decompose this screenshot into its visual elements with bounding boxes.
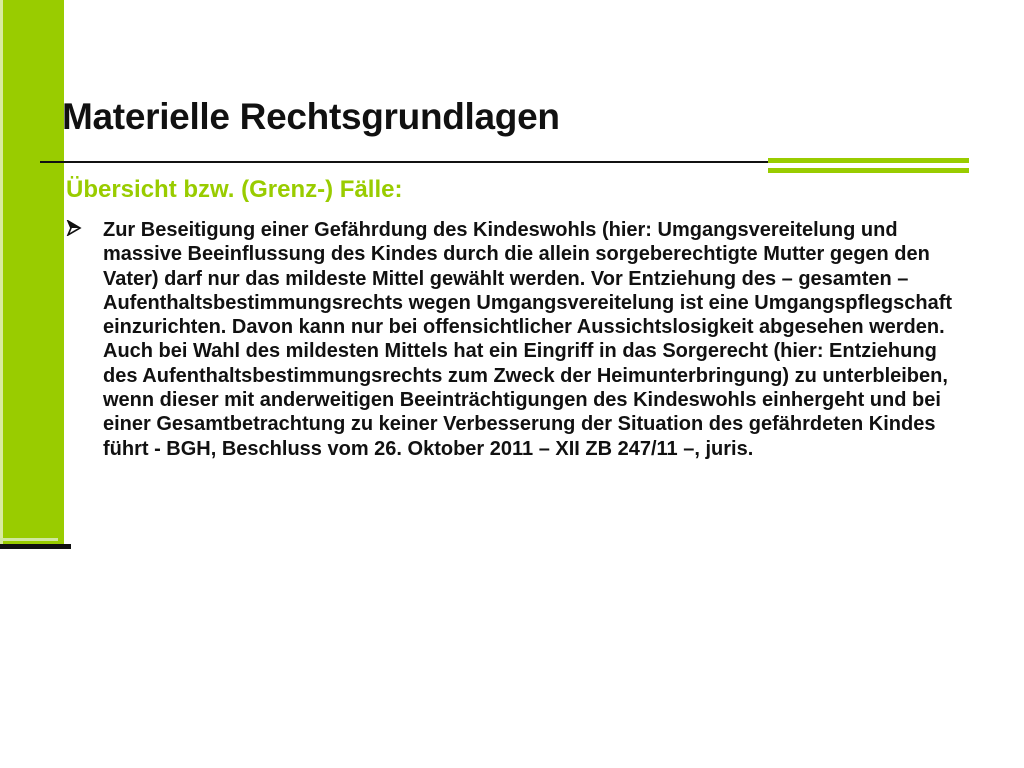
slide-subtitle: Übersicht bzw. (Grenz-) Fälle:: [66, 176, 403, 203]
left-accent-highlight: [0, 0, 3, 545]
slide-title: Materielle Rechtsgrundlagen: [62, 96, 560, 137]
bullet-text: Zur Beseitigung einer Gefährdung des Kindeswohls (hier: Umgangsvereitelung und massive Beeinflussung des Kindes durch die allein sorgeberechtigte Mutter gegen den Vater) darf nur das mildeste Mittel gewählt werden. Vor Entziehung des – gesamten – Aufenthaltsbestimmungsrechts wegen Umgangsvereitelung ist eine Umgangspflegschaft einzurichten. Davon kann nur bei offensichtlicher Aussichtslosigkeit abgesehen werden. Auch bei Wahl des mildesten Mittels hat ein Eingriff in das Sorgerecht (hier: Entziehung des Aufenthaltsbestimmungsrechts zum Zweck der Heimunterbringung) zu unterbleiben, wenn dieser mit anderweitigen Beeinträchtigungen des Kindeswohls einhergeht und bei einer Gesamtbetrachtung zu keiner Verbesserung der Situation des gefährdeten Kindes führt - BGH, Beschluss vom 26. Oktober 2011 – XII ZB 247/11 –, juris.: [103, 219, 953, 460]
left-bottom-light-rule: [0, 538, 58, 541]
left-accent-bar: [0, 0, 64, 545]
title-accent-bar-top: [768, 158, 969, 163]
title-accent-bar-bottom: [768, 168, 969, 173]
bullet-item: [66, 218, 966, 461]
arrow-bullet-icon: [66, 220, 82, 236]
left-bottom-black-rule: [0, 544, 71, 549]
